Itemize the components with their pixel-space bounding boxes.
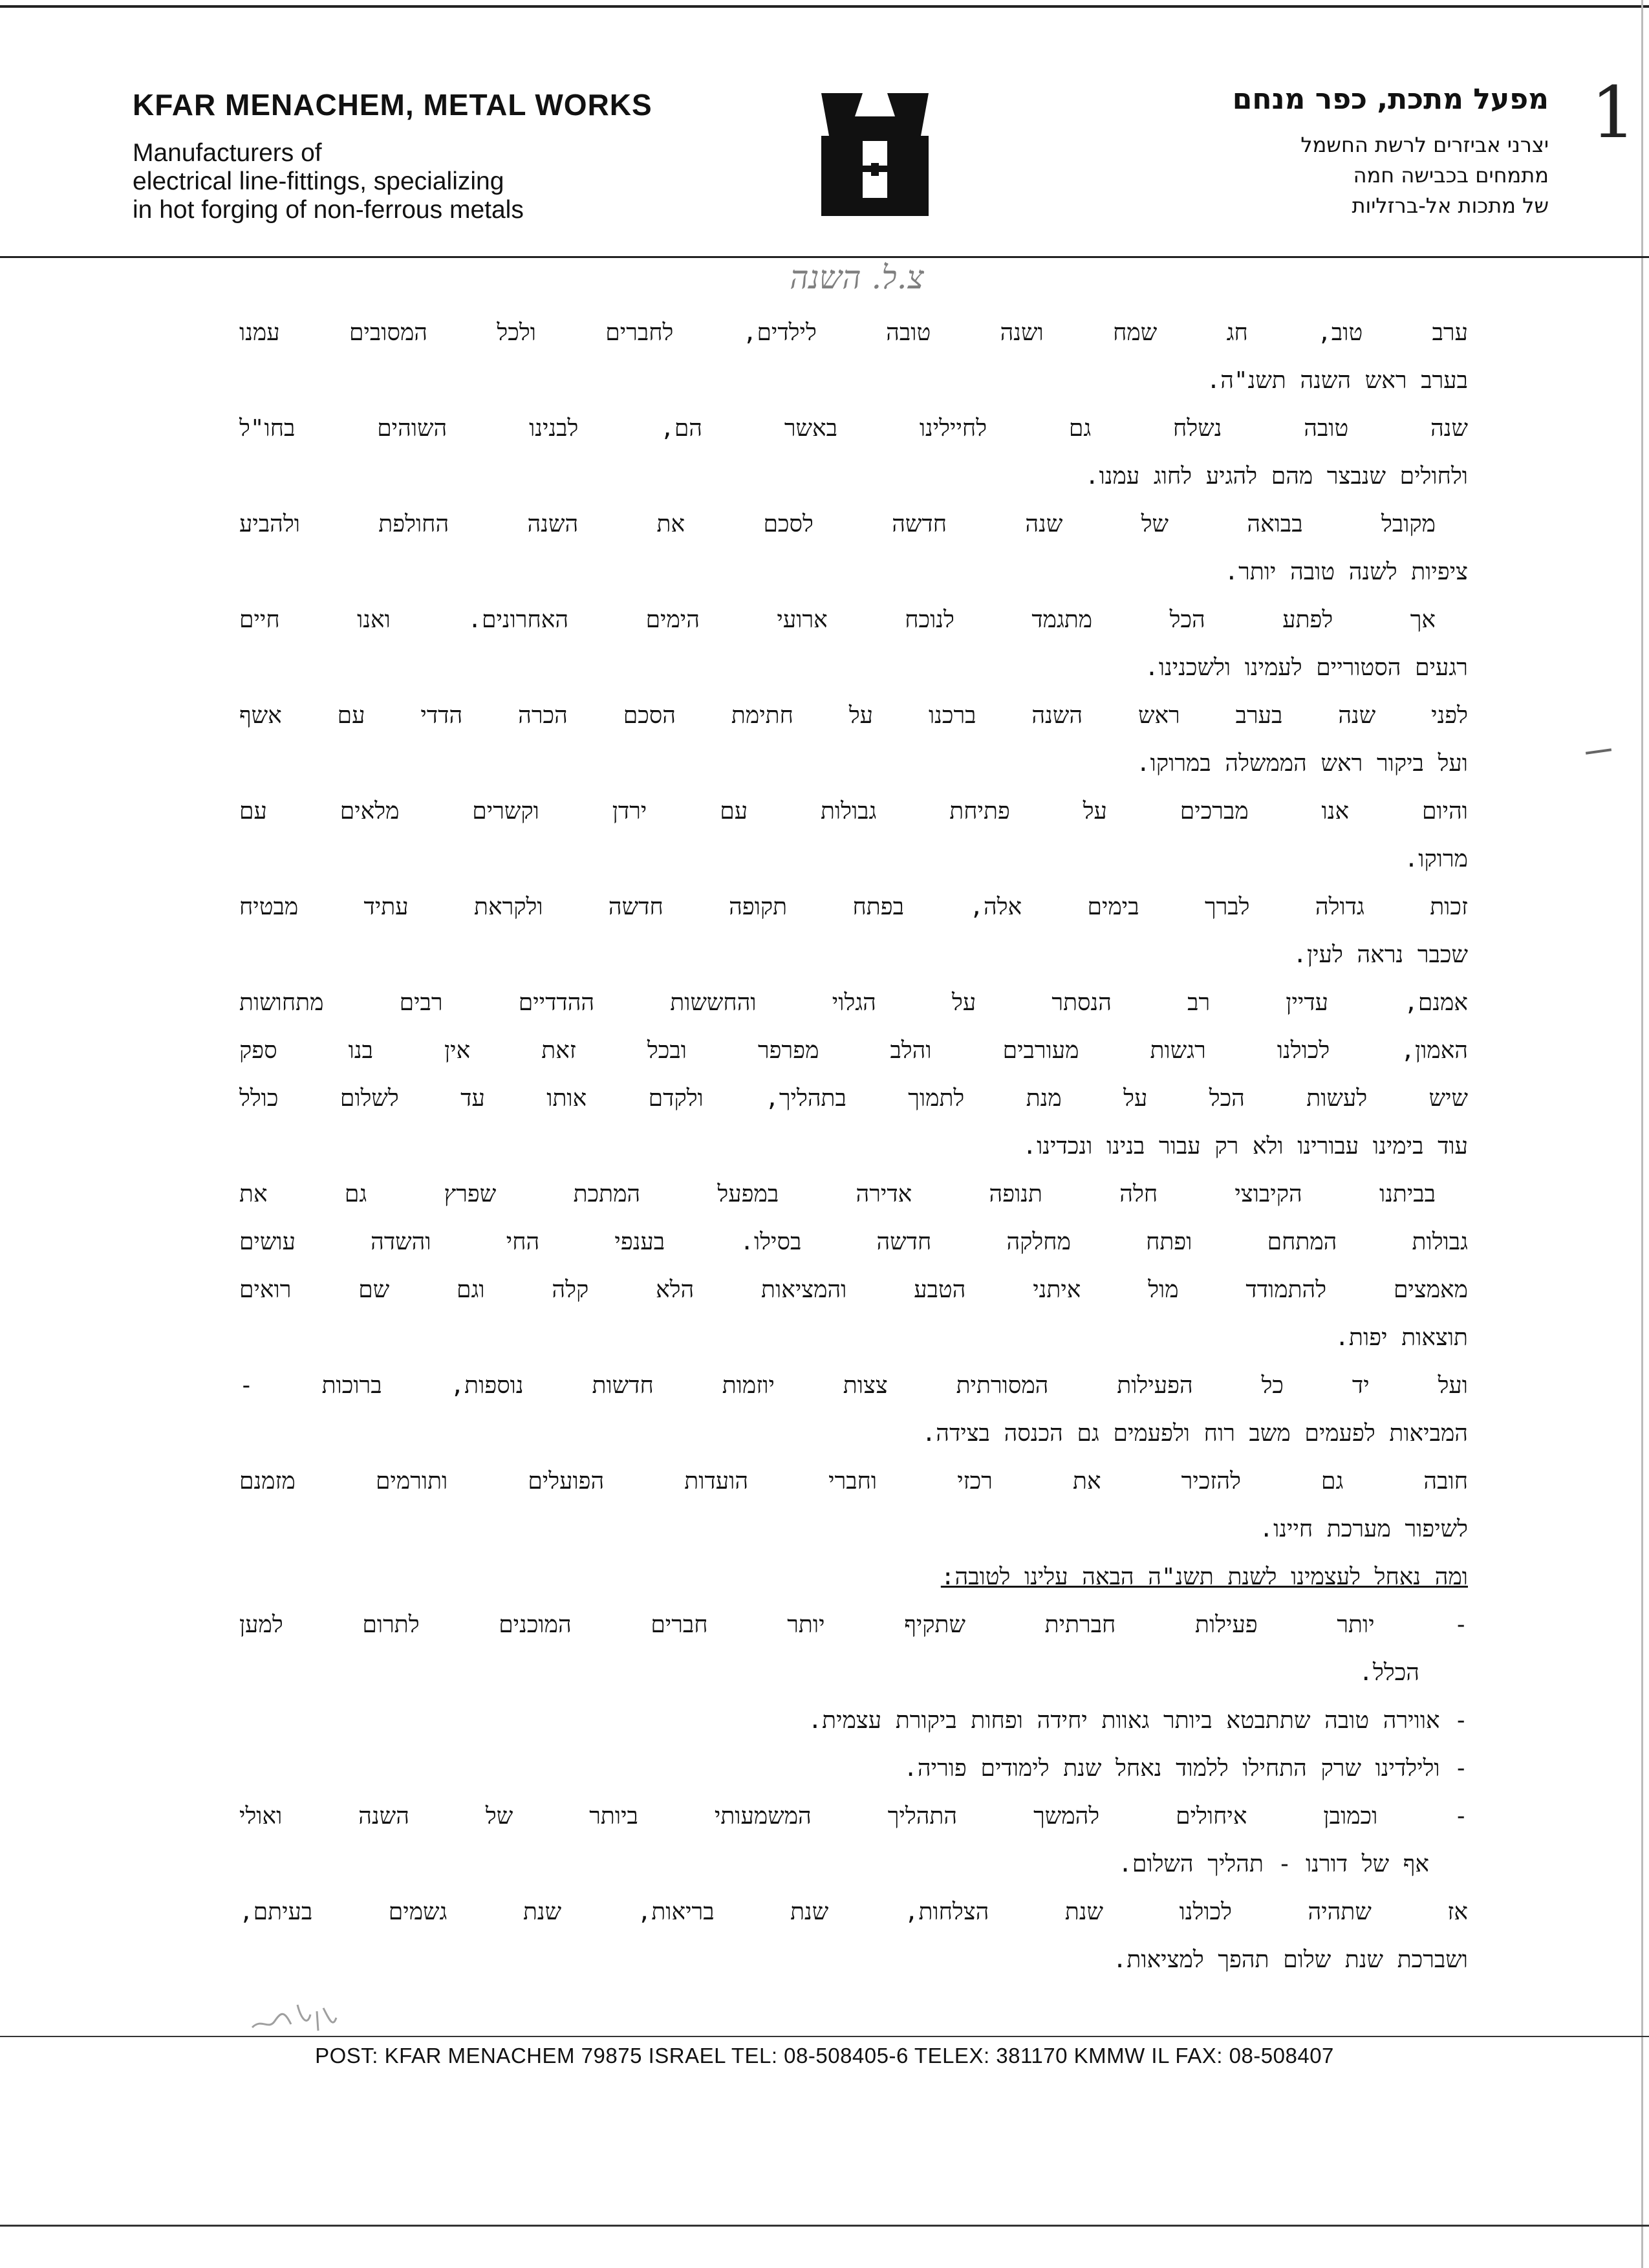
description-en-line: Manufacturers of — [133, 139, 322, 167]
body-line: עוד בימינו עבורינו ולא רק עבור בנינו ונכדינו. — [1022, 1133, 1468, 1160]
page-mark: 1 — [1591, 71, 1636, 154]
body-line: ושברכת שנת שלום תהפך למציאות. — [1112, 1947, 1468, 1973]
body-line: שנה טובה נשלח גם לחיילינו באשר הם, לבנינו השוהים בחו"ל — [239, 415, 1468, 442]
body-line: חובה גם להזכיר את רכזי וחברי הועדות הפועלים ותורמים מזמנם — [239, 1468, 1468, 1495]
body-line: האמון, לכולנו רגשות מעורבים והלב מפרפר ובכל זאת אין בנו ספק — [239, 1037, 1469, 1064]
company-description-he — [1018, 130, 1549, 221]
body-line: לשיפור מערכת חיינו. — [1259, 1516, 1468, 1542]
company-logo — [817, 91, 932, 219]
body-line: מאמצים להתמודד מול איתני הטבע והמציאות הלא קלה וגם שם רואים — [239, 1277, 1468, 1303]
bullet-line: - וכמובן איחולים להמשך התהליך המשמעותי ביותר של השנה ואולי — [239, 1803, 1468, 1830]
body-line: שיש לעשות הכל על מנת לתמוך בתהליך, ולקדם אותו עד לשלום כולל — [239, 1085, 1468, 1112]
letterhead-hebrew — [1018, 83, 1549, 221]
description-he-line: של מתכות אל-ברזליות — [1352, 193, 1549, 218]
body-line: שכבר נראה לעין. — [1293, 942, 1468, 968]
wishes-heading-text: ומה נאחל לעצמינו לשנת תשנ"ה הבאה עלינו לטובה: — [940, 1564, 1468, 1590]
company-description-en — [133, 139, 715, 224]
right-edge-line — [1641, 0, 1643, 2268]
bullet-line: - ולילדינו שרק התחילו ללמוד נאחל שנת לימודים פוריה. — [903, 1755, 1468, 1782]
letter-body — [239, 309, 1468, 1984]
body-line: גבולות המתחם ופתח מחלקה חדשה בסילו. בענפי החי והשדה עושים — [239, 1229, 1468, 1255]
company-name-he: מפעל מתכת, כפר מנחם — [1232, 83, 1549, 116]
handwritten-note: צ.ל. השנה — [790, 259, 924, 296]
handwritten-signature — [246, 1992, 343, 2040]
description-en-line: electrical line-fittings, specializing — [133, 167, 504, 195]
body-line: ועל יד כל הפעילות המסורתית צצות יוזמות חדשות נוספות, ברוכות - — [239, 1372, 1469, 1399]
bullet-line: - אווירה טובה שתתבטא ביותר גאוות יחידה ופחות ביקורת עצמית. — [808, 1707, 1468, 1734]
margin-mark — [1586, 748, 1611, 755]
body-line: אמנם, עדיין רב הנסתר על הגלוי והחששות ההדדיים רבים מתחושות — [239, 989, 1468, 1016]
bullet-line: - יותר פעילות חברתית שתקיף יותר חברים המוכנים לתרום למען — [239, 1612, 1468, 1638]
body-line: ועל ביקור ראש הממשלה במרוקו. — [1136, 750, 1468, 777]
description-he-line: מתמחים בכבישה חמה — [1353, 163, 1549, 188]
body-line: הכלל. — [1359, 1659, 1419, 1686]
body-line: ערב טוב, חג שמח ושנה טובה לילדים, לחברים ולכל המסובים עמנו — [239, 319, 1468, 346]
body-line: אך לפתע הכל מתגמד לנוכח ארועי הימים האחרונים. ואנו חיים — [239, 607, 1436, 633]
letterhead-english — [133, 87, 715, 224]
wishes-heading — [239, 1553, 1468, 1601]
top-edge-line — [0, 5, 1649, 8]
body-line: אף של דורנו - תהליך השלום. — [1118, 1851, 1429, 1877]
body-line: המביאות לפעמים משב רוח ולפעמים גם הכנסה בצידה. — [921, 1420, 1468, 1447]
body-line: ציפיות לשנה טובה יותר. — [1224, 559, 1468, 585]
body-line: מרוקו. — [1404, 846, 1468, 872]
body-line: והיום אנו מברכים על פתיחת גבולות עם ירדן וקשרים מלאים עם — [239, 798, 1468, 825]
body-line: אז שתהיה לכולנו שנת הצלחות, שנת בריאות, שנת גשמים בעיתם, — [239, 1899, 1468, 1925]
body-line: רגעים הסטוריים לעמינו ולשכנינו. — [1145, 654, 1468, 681]
header-divider — [0, 256, 1649, 258]
bottom-edge-line — [0, 2225, 1649, 2227]
description-en-line: in hot forging of non-ferrous metals — [133, 196, 524, 224]
footer-contact: POST: KFAR MENACHEM 79875 ISRAEL TEL: 08-508405-6 TELEX: 381170 KMMW IL FAX: 08-508407 — [315, 2044, 1334, 2068]
body-line: זכות גדולה לברך בימים אלה, בפתח תקופה חדשה ולקראת עתיד מבטיח — [239, 894, 1468, 920]
body-line: בביתנו הקיבוצי חלה תנופה אדירה במפעל המתכת שפרץ גם את — [239, 1181, 1436, 1207]
body-line: ולחולים שנבצר מהם להגיע לחוג עמנו. — [1084, 463, 1468, 490]
body-line: בערב ראש השנה תשנ"ה. — [1206, 367, 1468, 394]
footer-divider — [0, 2036, 1649, 2037]
description-he-line: יצרני אביזרים לרשת החשמל — [1300, 133, 1549, 157]
body-line: לפני שנה בערב ראש השנה ברכנו על חתימת הסכם הכרה הדדי עם אשף — [239, 702, 1468, 729]
company-name-en: KFAR MENACHEM, METAL WORKS — [133, 88, 652, 122]
body-line: מקובל בבואה של שנה חדשה לסכם את השנה החולפת ולהביע — [239, 511, 1436, 537]
body-line: תוצאות יפות. — [1335, 1324, 1468, 1351]
